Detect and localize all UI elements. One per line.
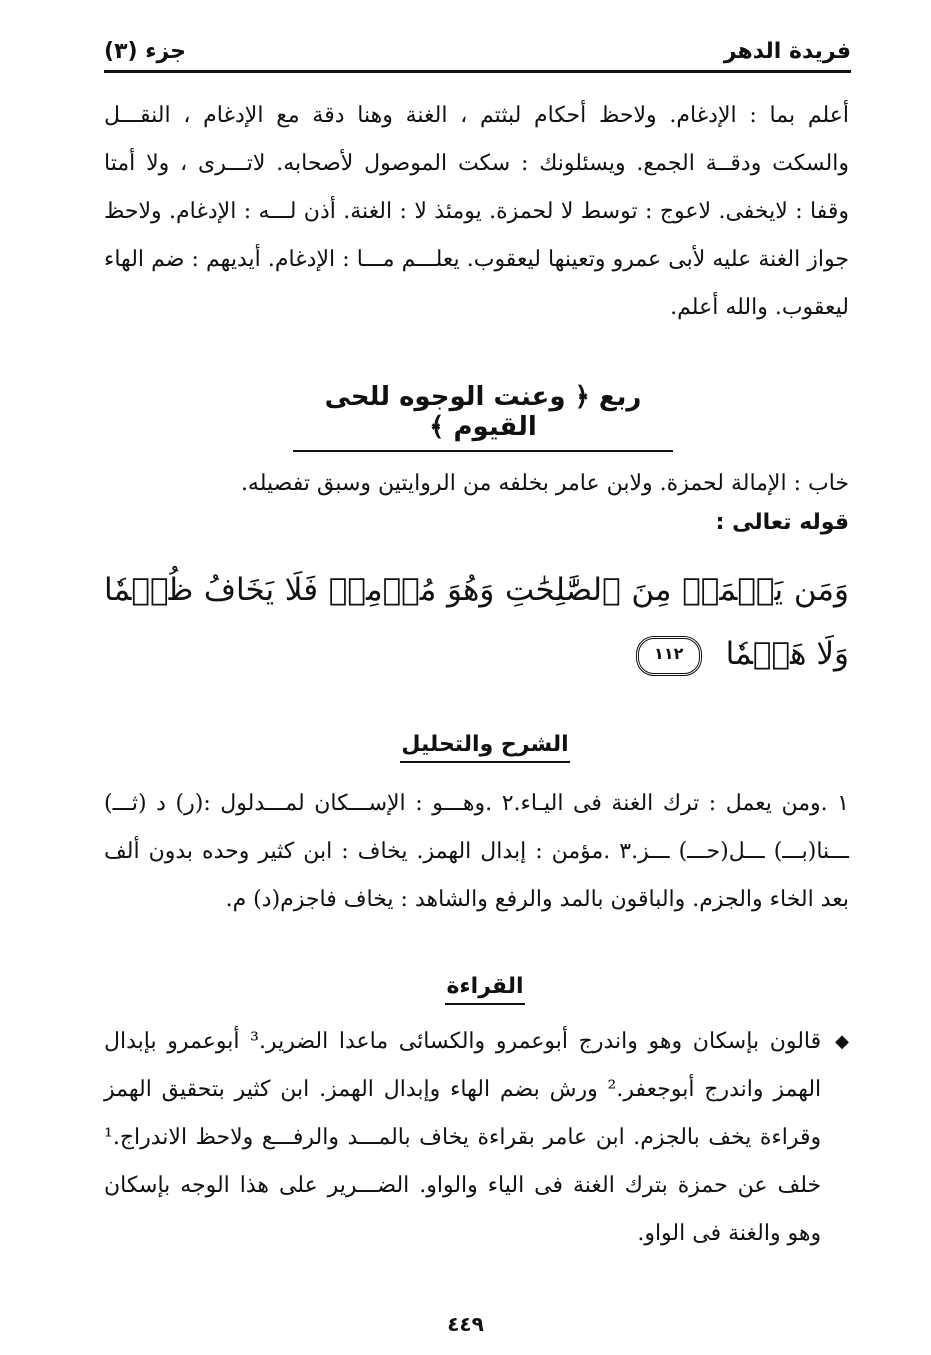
analysis-paragraph: ١ .ومن يعمل : ترك الغنة فى اليـاء.٢ .وهـــو : الإســـكان لمـــدلول :(ر) د (ثـــ) ـــنا(بـــ) ـــل(حـــ) ـــز.٣ .مؤمن : إبدال الهمز. يخاف : ابن كثير وحده بدون ألف بعد الخاء والجزم. والباقون بالمد والرفع والشاهد : يخاف فاجزم(د) م. [104, 791, 850, 912]
verse-text: وَمَن يَعۡمَلۡ مِنَ ٱلصَّٰلِحَٰتِ وَهُوَ مُؤۡمِنٞ فَلَا يَخَافُ ظُلۡمٗا وَلَا هَضۡمٗا [104, 572, 849, 672]
qiraah-block [104, 1018, 849, 1258]
verse-number-ornament: ١١٢ [636, 636, 702, 676]
analysis-heading: الشرح والتحليل [400, 732, 570, 763]
diamond-bullet-icon: ◆ [835, 1031, 849, 1052]
page-number: ٤٤٩ [447, 1312, 484, 1336]
quote-label: قوله تعالى : [715, 510, 849, 535]
qiraah-paragraph: قالون بإسكان وهو واندرج أبوعمرو والكسائى ماعدا الضرير.³ أبوعمرو بإبدال الهمز واندرج أبوجعفر.² ورش بضم الهاء وإبدال الهمز. ابن كثير بتحقيق الهمز وقراءة يخف بالجزم. ابن عامر بقراءة يخاف بالمـــد والرفـــع ولاحظ الاندراج.¹ خلف عن حمزة بترك الغنة فى الياء والواو. الضـــرير على هذا الوجه بإسكان وهو والغنة فى الواو. [104, 1029, 822, 1246]
intro-paragraph: أعلم بما : الإدغام. ولاحظ أحكام لبثتم ، الغنة وهنا دقة مع الإدغام ، النقـــل والسكت ودقــة الجمع. ويسئلونك : سكت الموصول لأصحابه. لاتـــرى ، ولا أمتا وقفا : لايخفى. لاعوج : توسط لا لحمزة. يومئذ لا : الغنة. أذن لـــه : الإدغام. ولاحظ جواز الغنة عليه لأبى عمرو وتعينها ليعقوب. يعلـــم مـــا : الإدغام. أيديهم : ضم الهاء ليعقوب. والله أعلم. [104, 103, 849, 320]
qiraah-heading: القراءة [445, 974, 525, 1005]
section-title: ربع ﴿ وعنت الوجوه للحى القيوم ﴾ [293, 382, 673, 452]
book-title: فريدة الدهر [723, 39, 851, 64]
part-label: جزء (٣) [104, 39, 187, 64]
quran-verse [104, 558, 849, 686]
running-header [104, 24, 851, 73]
khab-paragraph: خاب : الإمالة لحمزة. ولابن عامر بخلفه من الروايتين وسبق تفصيله. [240, 471, 849, 496]
